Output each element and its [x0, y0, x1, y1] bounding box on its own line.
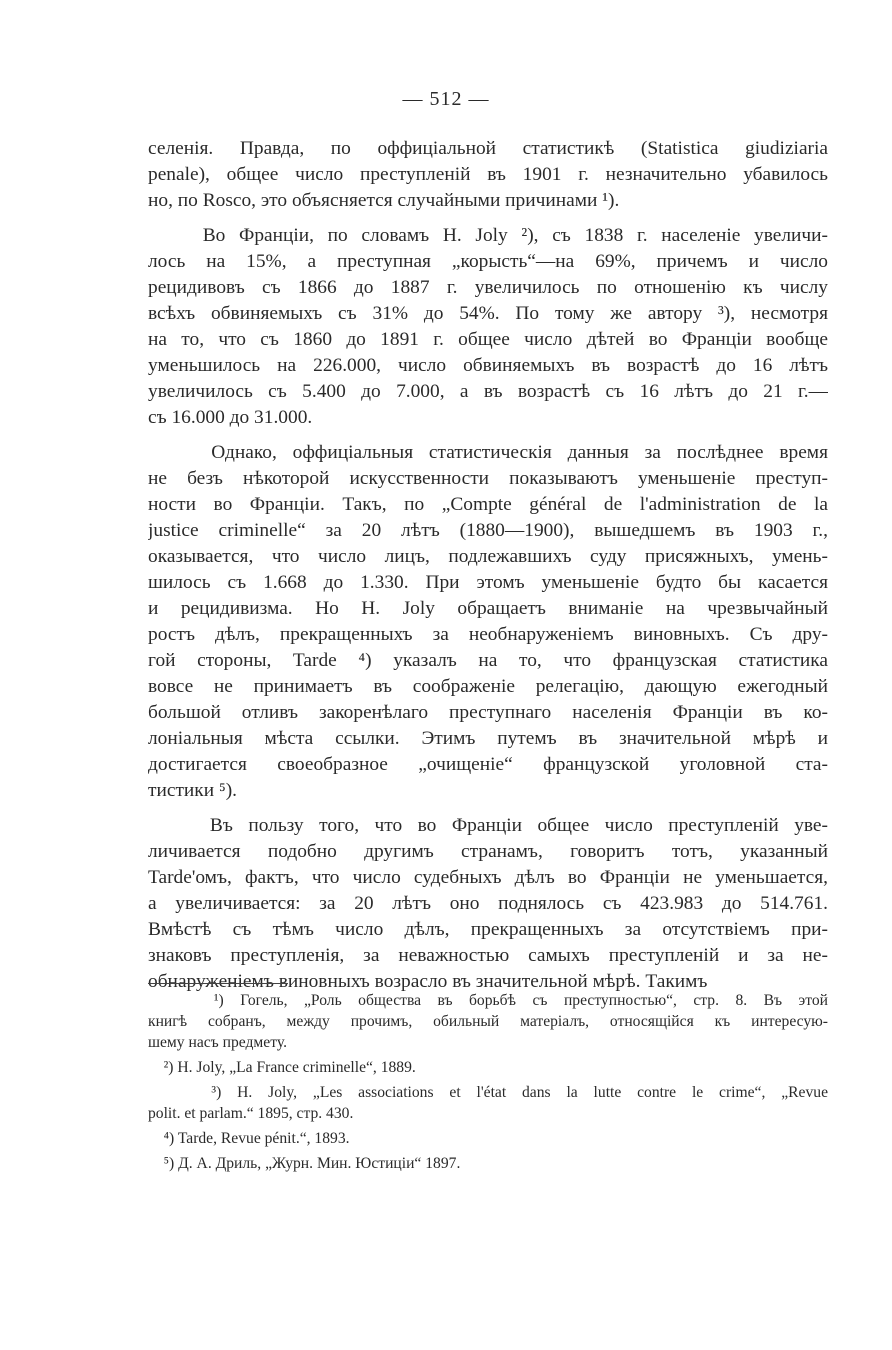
footnotes	[148, 990, 828, 1178]
text-line: шему насъ предмету.	[148, 1034, 287, 1051]
text-line: уменьшилось на 226.000, число обвиняемыхъ въ возрастѣ до 16 лѣтъ	[148, 355, 828, 376]
footnote	[148, 1082, 828, 1124]
text-line: Tarde'омъ, фактъ, что число судебныхъ дѣлъ во Франціи не уменьшается,	[148, 867, 828, 888]
text-line: ¹) Гогель, „Роль общества въ борьбѣ съ преступностью“, стр. 8. Въ этой	[148, 992, 828, 1009]
paragraph	[148, 440, 828, 804]
text-line: обнаруженіемъ виновныхъ возрасло въ значительной мѣрѣ. Такимъ	[148, 971, 708, 992]
paragraph	[148, 223, 828, 431]
text-line: гой стороны, Tarde ⁴) указалъ на то, что французская статистика	[148, 650, 828, 671]
text-line: большой отливъ закоренѣлаго преступнаго населенія Франціи въ ко-	[148, 702, 828, 723]
text-line: книгѣ собранъ, между прочимъ, обильный матеріалъ, относящійся къ интересую-	[148, 1013, 828, 1030]
text-line: селенія. Правда, по оффиціальной статистикѣ (Statistica giudiziaria	[148, 138, 828, 159]
text-line: лоніальныя мѣста ссылки. Этимъ путемъ въ значительной мѣрѣ и	[148, 728, 828, 749]
text-line: а увеличивается: за 20 лѣтъ оно поднялось съ 423.983 до 514.761.	[148, 893, 828, 914]
text-line: шилось съ 1.668 до 1.330. При этомъ уменьшеніе будто бы касается	[148, 572, 828, 593]
footnote	[148, 1128, 828, 1149]
text-line: съ 16.000 до 31.000.	[148, 407, 313, 428]
text-line: личивается подобно другимъ странамъ, говоритъ тотъ, указанный	[148, 841, 828, 862]
page-number: — 512 —	[402, 88, 490, 110]
text-line: justice criminelle“ за 20 лѣтъ (1880—1900), вышедшемъ въ 1903 г.,	[148, 520, 828, 541]
footnote	[148, 990, 828, 1053]
paragraph	[148, 813, 828, 995]
text-line: ³) H. Joly, „Les associations et l'état dans la lutte contre le crime“, „Revue	[148, 1084, 828, 1101]
text-line: увеличилось съ 5.400 до 7.000, а въ возрастѣ съ 16 лѣтъ до 21 г.—	[148, 381, 828, 402]
text-line: оказывается, что число лицъ, подлежавшихъ суду присяжныхъ, умень-	[148, 546, 828, 567]
footnote	[148, 1057, 828, 1078]
text-line: polit. et parlam.“ 1895, стр. 430.	[148, 1105, 354, 1122]
text-line: всѣхъ обвиняемыхъ съ 31% до 54%. По тому же автору ³), несмотря	[148, 303, 828, 324]
text-line: вовсе не принимаетъ въ соображеніе релегацію, дающую ежегодный	[148, 676, 828, 697]
text-line: ⁵) Д. А. Дриль, „Журн. Мин. Юстиціи“ 1897.	[148, 1155, 461, 1172]
text-line: рецидивовъ съ 1866 до 1887 г. увеличилось по отношенію къ числу	[148, 277, 828, 298]
text-line: Вмѣстѣ съ тѣмъ число дѣлъ, прекращенныхъ за отсутствіемъ при-	[148, 919, 828, 940]
text-line: и рецидивизма. Но H. Joly обращаетъ вниманіе на чрезвычайный	[148, 598, 828, 619]
text-line: Во Франціи, по словамъ H. Joly ²), съ 1838 г. населеніе увеличи-	[148, 225, 828, 246]
text-line: ²) H. Joly, „La France criminelle“, 1889.	[148, 1059, 416, 1076]
text-line: ростъ дѣлъ, прекращенныхъ за необнаруженіемъ виновныхъ. Съ дру-	[148, 624, 828, 645]
text-line: достигается своеобразное „очищеніе“ французской уголовной ста-	[148, 754, 828, 775]
footnote-divider	[148, 983, 288, 984]
body-text	[148, 136, 828, 995]
text-line: ности во Франціи. Такъ, по „Compte général de l'administration de la	[148, 494, 828, 515]
text-line: Однако, оффиціальныя статистическія данныя за послѣднее время	[148, 442, 828, 463]
text-line: penale), общее число преступленій въ 1901 г. незначительно убавилось	[148, 164, 828, 185]
text-line: не безъ нѣкоторой искусственности показываютъ уменьшеніе преступ-	[148, 468, 828, 489]
text-line: лось на 15%, а преступная „корысть“—на 69%, причемъ и число	[148, 251, 828, 272]
text-line: Въ пользу того, что во Франціи общее число преступленій уве-	[148, 815, 828, 836]
text-line: ⁴) Tarde, Revue pénit.“, 1893.	[148, 1130, 350, 1147]
footnote	[148, 1153, 828, 1174]
text-line: тистики ⁵).	[148, 780, 238, 801]
text-line: но, по Rosco, это объясняется случайными причинами ¹).	[148, 190, 620, 211]
text-line: знаковъ преступленія, за неважностью самыхъ преступленій и за не-	[148, 945, 828, 966]
paragraph	[148, 136, 828, 214]
text-line: на то, что съ 1860 до 1891 г. общее число дѣтей во Франціи вообще	[148, 329, 828, 350]
